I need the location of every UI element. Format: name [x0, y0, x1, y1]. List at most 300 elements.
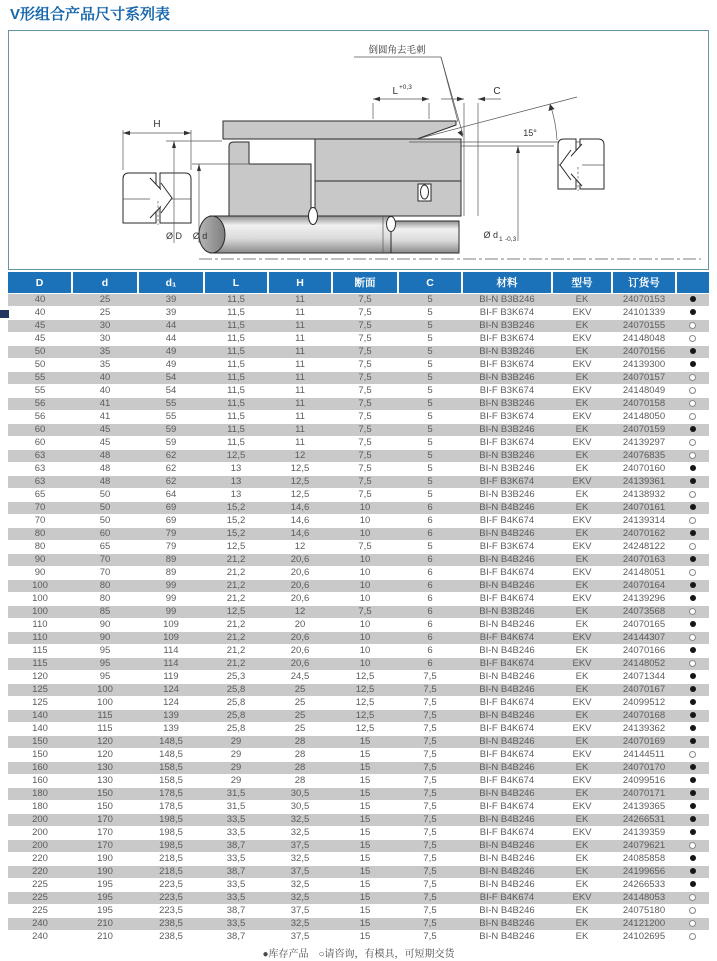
dim-label-L-tol: +0,3 — [399, 84, 412, 91]
cell-D: 90 — [8, 567, 72, 580]
cell-stock — [676, 645, 709, 658]
table-row — [8, 866, 709, 879]
table-row — [8, 918, 709, 931]
cell-L: 21,2 — [204, 593, 268, 606]
cell-stock — [676, 476, 709, 489]
cell-D: 56 — [8, 398, 72, 411]
cell-C: 7,5 — [398, 814, 462, 827]
cell-L: 11,5 — [204, 437, 268, 450]
cell-d1: 64 — [138, 489, 204, 502]
col-header-stock — [676, 272, 709, 294]
cell-d: 48 — [72, 463, 138, 476]
cell-xinghao: EK — [552, 684, 612, 697]
stock-dot-filled — [690, 361, 696, 367]
cell-xinghao: EKV — [552, 593, 612, 606]
cell-C: 5 — [398, 385, 462, 398]
cell-cailiao: BI-F B3K674 — [462, 411, 552, 424]
cell-cailiao: BI-F B3K674 — [462, 437, 552, 450]
cell-xinghao: EK — [552, 905, 612, 918]
cell-duanmian: 10 — [332, 645, 398, 658]
table-row — [8, 307, 709, 320]
cell-D: 70 — [8, 515, 72, 528]
table-row — [8, 515, 709, 528]
table-row — [8, 931, 709, 944]
cell-cailiao: BI-N B3B246 — [462, 320, 552, 333]
cell-C: 7,5 — [398, 918, 462, 931]
stock-dot-open — [689, 634, 696, 641]
cell-L: 11,5 — [204, 294, 268, 307]
cell-H: 30,5 — [268, 801, 332, 814]
cell-C: 5 — [398, 476, 462, 489]
cell-H: 32,5 — [268, 853, 332, 866]
col-header-dinghuohao: 订货号 — [612, 272, 676, 294]
cell-xinghao: EKV — [552, 333, 612, 346]
cell-stock — [676, 437, 709, 450]
cell-C: 6 — [398, 567, 462, 580]
cell-d1: 39 — [138, 307, 204, 320]
stock-dot-open — [689, 751, 696, 758]
cell-dinghuohao: 24073568 — [612, 606, 676, 619]
cell-xinghao: EK — [552, 346, 612, 359]
cell-H: 32,5 — [268, 814, 332, 827]
cell-C: 5 — [398, 359, 462, 372]
cell-L: 25,3 — [204, 671, 268, 684]
table-row — [8, 502, 709, 515]
cell-L: 25,8 — [204, 723, 268, 736]
cell-xinghao: EK — [552, 528, 612, 541]
cell-C: 6 — [398, 619, 462, 632]
table-row — [8, 905, 709, 918]
cell-dinghuohao: 24139296 — [612, 593, 676, 606]
stock-dot-open — [689, 842, 696, 849]
cell-d: 80 — [72, 593, 138, 606]
stock-dot-open — [689, 374, 696, 381]
cell-L: 29 — [204, 762, 268, 775]
cell-d1: 198,5 — [138, 814, 204, 827]
cell-d1: 139 — [138, 723, 204, 736]
cell-C: 6 — [398, 645, 462, 658]
stock-dot-filled — [690, 699, 696, 705]
cell-d: 41 — [72, 411, 138, 424]
cell-cailiao: BI-F B4K674 — [462, 749, 552, 762]
cell-dinghuohao: 24148049 — [612, 385, 676, 398]
cell-stock — [676, 866, 709, 879]
cell-duanmian: 10 — [332, 567, 398, 580]
cell-C: 6 — [398, 515, 462, 528]
stock-dot-open — [689, 413, 696, 420]
cell-C: 5 — [398, 333, 462, 346]
cell-H: 20,6 — [268, 645, 332, 658]
cell-d: 25 — [72, 307, 138, 320]
cell-d1: 238,5 — [138, 918, 204, 931]
cell-cailiao: BI-N B4B246 — [462, 619, 552, 632]
cell-d1: 49 — [138, 359, 204, 372]
cell-duanmian: 10 — [332, 632, 398, 645]
cell-H: 37,5 — [268, 840, 332, 853]
cell-xinghao: EKV — [552, 801, 612, 814]
cell-dinghuohao: 24099512 — [612, 697, 676, 710]
dim-diad1 — [461, 146, 554, 243]
cell-D: 200 — [8, 814, 72, 827]
cell-d: 80 — [72, 580, 138, 593]
stock-dot-filled — [690, 829, 696, 835]
cell-duanmian: 15 — [332, 918, 398, 931]
cell-xinghao: EK — [552, 502, 612, 515]
cell-d: 48 — [72, 476, 138, 489]
cell-D: 80 — [8, 541, 72, 554]
cell-duanmian: 10 — [332, 593, 398, 606]
cell-cailiao: BI-N B4B246 — [462, 840, 552, 853]
stock-dot-open — [689, 335, 696, 342]
cell-cailiao: BI-N B4B246 — [462, 554, 552, 567]
cell-stock — [676, 294, 709, 307]
dim-label-diad: Ø d — [192, 231, 208, 241]
cell-d: 150 — [72, 801, 138, 814]
cell-stock — [676, 502, 709, 515]
cell-cailiao: BI-N B3B246 — [462, 606, 552, 619]
cell-stock — [676, 411, 709, 424]
cell-xinghao: EK — [552, 671, 612, 684]
cell-dinghuohao: 24070167 — [612, 684, 676, 697]
cell-d1: 62 — [138, 463, 204, 476]
cell-L: 13 — [204, 489, 268, 502]
stock-dot-filled — [690, 621, 696, 627]
cell-D: 40 — [8, 307, 72, 320]
cell-xinghao: EK — [552, 853, 612, 866]
cell-xinghao: EKV — [552, 437, 612, 450]
cell-xinghao: EK — [552, 463, 612, 476]
cell-xinghao: EKV — [552, 723, 612, 736]
cell-d: 170 — [72, 814, 138, 827]
cell-d1: 148,5 — [138, 736, 204, 749]
stock-dot-filled — [690, 309, 696, 315]
cell-L: 29 — [204, 749, 268, 762]
cell-C: 6 — [398, 554, 462, 567]
cell-d1: 54 — [138, 385, 204, 398]
cell-stock — [676, 398, 709, 411]
cell-H: 20,6 — [268, 632, 332, 645]
cell-d: 60 — [72, 528, 138, 541]
cell-cailiao: BI-N B4B246 — [462, 814, 552, 827]
cell-L: 11,5 — [204, 411, 268, 424]
cell-H: 32,5 — [268, 892, 332, 905]
col-header-C: C — [398, 272, 462, 294]
cell-L: 33,5 — [204, 853, 268, 866]
table-row — [8, 671, 709, 684]
legend-footnote: ●库存产品 ○请咨询，有模具，可短期交货 — [262, 949, 455, 960]
cell-L: 21,2 — [204, 645, 268, 658]
cell-d1: 39 — [138, 294, 204, 307]
cell-d: 35 — [72, 359, 138, 372]
cell-H: 11 — [268, 333, 332, 346]
table-row — [8, 359, 709, 372]
cell-C: 6 — [398, 528, 462, 541]
cell-d1: 89 — [138, 567, 204, 580]
cell-d: 50 — [72, 489, 138, 502]
table-row — [8, 450, 709, 463]
cell-dinghuohao: 24199656 — [612, 866, 676, 879]
table-row — [8, 775, 709, 788]
cell-L: 29 — [204, 775, 268, 788]
table-row — [8, 619, 709, 632]
cell-d: 48 — [72, 450, 138, 463]
cell-d: 170 — [72, 840, 138, 853]
col-header-D: D — [8, 272, 72, 294]
cell-C: 5 — [398, 437, 462, 450]
cell-D: 115 — [8, 658, 72, 671]
cell-dinghuohao: 24070164 — [612, 580, 676, 593]
housing-blocks — [229, 139, 461, 216]
cell-C: 5 — [398, 398, 462, 411]
cell-dinghuohao: 24148050 — [612, 411, 676, 424]
cell-d1: 55 — [138, 398, 204, 411]
cell-stock — [676, 931, 709, 944]
cell-d: 120 — [72, 736, 138, 749]
seal-cross-section-right — [558, 139, 604, 191]
cell-stock — [676, 684, 709, 697]
cell-xinghao: EKV — [552, 307, 612, 320]
cell-L: 12,5 — [204, 606, 268, 619]
cell-C: 6 — [398, 658, 462, 671]
cell-duanmian: 15 — [332, 801, 398, 814]
cell-C: 7,5 — [398, 801, 462, 814]
dim-label-d1-sub: 1 — [499, 236, 503, 243]
cell-D: 140 — [8, 710, 72, 723]
cell-D: 240 — [8, 918, 72, 931]
cell-L: 29 — [204, 736, 268, 749]
cell-duanmian: 15 — [332, 853, 398, 866]
cell-L: 38,7 — [204, 866, 268, 879]
cell-duanmian: 15 — [332, 879, 398, 892]
cell-D: 225 — [8, 905, 72, 918]
cell-duanmian: 7,5 — [332, 333, 398, 346]
table-row — [8, 762, 709, 775]
cell-d: 95 — [72, 671, 138, 684]
cell-cailiao: BI-N B4B246 — [462, 645, 552, 658]
col-header-d: d — [72, 272, 138, 294]
col-header-xinghao: 型号 — [552, 272, 612, 294]
table-row — [8, 658, 709, 671]
cell-H: 20 — [268, 619, 332, 632]
cell-stock — [676, 333, 709, 346]
cell-H: 11 — [268, 294, 332, 307]
cell-stock — [676, 762, 709, 775]
cell-H: 25 — [268, 723, 332, 736]
cell-d: 70 — [72, 567, 138, 580]
cell-L: 38,7 — [204, 905, 268, 918]
cell-C: 6 — [398, 580, 462, 593]
cell-C: 7,5 — [398, 671, 462, 684]
stock-dot-filled — [690, 686, 696, 692]
table-row — [8, 697, 709, 710]
cell-D: 70 — [8, 502, 72, 515]
cell-D: 63 — [8, 463, 72, 476]
dim-H — [123, 119, 191, 170]
cell-stock — [676, 619, 709, 632]
cell-D: 180 — [8, 788, 72, 801]
cell-duanmian: 7,5 — [332, 437, 398, 450]
cell-dinghuohao: 24144511 — [612, 749, 676, 762]
cell-stock — [676, 827, 709, 840]
cell-xinghao: EK — [552, 645, 612, 658]
cell-D: 56 — [8, 411, 72, 424]
cell-C: 6 — [398, 606, 462, 619]
stock-dot-filled — [690, 725, 696, 731]
table-row — [8, 567, 709, 580]
cell-H: 11 — [268, 385, 332, 398]
cell-H: 12,5 — [268, 463, 332, 476]
cell-d: 195 — [72, 892, 138, 905]
table-row — [8, 840, 709, 853]
cell-duanmian: 15 — [332, 827, 398, 840]
cell-stock — [676, 450, 709, 463]
cell-C: 5 — [398, 450, 462, 463]
stock-dot-filled — [690, 348, 696, 354]
cell-dinghuohao: 24070161 — [612, 502, 676, 515]
stock-dot-open — [689, 491, 696, 498]
cell-D: 225 — [8, 879, 72, 892]
cell-D: 100 — [8, 580, 72, 593]
cell-dinghuohao: 24070163 — [612, 554, 676, 567]
table-row — [8, 476, 709, 489]
cell-dinghuohao: 24144307 — [612, 632, 676, 645]
cell-H: 11 — [268, 372, 332, 385]
cell-d1: 99 — [138, 606, 204, 619]
cell-xinghao: EK — [552, 489, 612, 502]
technical-drawing — [8, 30, 709, 270]
cell-L: 25,8 — [204, 710, 268, 723]
deburr-label: 倒圆角去毛刺 — [368, 45, 426, 56]
cell-cailiao: BI-F B4K674 — [462, 632, 552, 645]
cell-dinghuohao: 24070155 — [612, 320, 676, 333]
cell-D: 45 — [8, 333, 72, 346]
dim-label-C: C — [493, 86, 501, 97]
cell-xinghao: EKV — [552, 892, 612, 905]
cell-d1: 79 — [138, 541, 204, 554]
stock-dot-open — [689, 569, 696, 576]
cell-dinghuohao: 24075180 — [612, 905, 676, 918]
cell-d: 25 — [72, 294, 138, 307]
stock-dot-open — [689, 400, 696, 407]
page-margin-mark — [0, 310, 9, 318]
cell-duanmian: 7,5 — [332, 424, 398, 437]
cell-d1: 218,5 — [138, 853, 204, 866]
stock-dot-open — [689, 543, 696, 550]
cell-d: 115 — [72, 723, 138, 736]
stock-dot-filled — [690, 777, 696, 783]
cell-dinghuohao: 24139300 — [612, 359, 676, 372]
cell-dinghuohao: 24266531 — [612, 814, 676, 827]
cell-D: 220 — [8, 853, 72, 866]
cell-d1: 109 — [138, 619, 204, 632]
cell-D: 160 — [8, 762, 72, 775]
cell-dinghuohao: 24070162 — [612, 528, 676, 541]
cell-duanmian: 7,5 — [332, 450, 398, 463]
cell-H: 12,5 — [268, 489, 332, 502]
stock-dot-open — [689, 907, 696, 914]
cell-stock — [676, 879, 709, 892]
cell-duanmian: 7,5 — [332, 398, 398, 411]
cell-duanmian: 10 — [332, 502, 398, 515]
cell-dinghuohao: 24138932 — [612, 489, 676, 502]
cell-C: 5 — [398, 346, 462, 359]
stock-dot-filled — [690, 595, 696, 601]
cell-xinghao: EKV — [552, 515, 612, 528]
cell-duanmian: 10 — [332, 580, 398, 593]
cell-d: 100 — [72, 697, 138, 710]
cell-xinghao: EKV — [552, 359, 612, 372]
cell-d1: 109 — [138, 632, 204, 645]
cell-cailiao: BI-N B3B246 — [462, 489, 552, 502]
cell-d1: 62 — [138, 476, 204, 489]
cell-duanmian: 12,5 — [332, 684, 398, 697]
cell-d: 120 — [72, 749, 138, 762]
cell-L: 21,2 — [204, 554, 268, 567]
col-header-d1: d₁ — [138, 272, 204, 294]
stock-dot-filled — [690, 478, 696, 484]
cell-D: 63 — [8, 476, 72, 489]
cell-C: 7,5 — [398, 697, 462, 710]
cell-d: 190 — [72, 853, 138, 866]
cell-d1: 62 — [138, 450, 204, 463]
cell-L: 21,2 — [204, 632, 268, 645]
seal-installation-drawing — [9, 31, 708, 269]
stock-dot-open — [689, 387, 696, 394]
cell-L: 11,5 — [204, 359, 268, 372]
cell-dinghuohao: 24070158 — [612, 398, 676, 411]
cell-stock — [676, 593, 709, 606]
cell-xinghao: EKV — [552, 697, 612, 710]
cell-D: 180 — [8, 801, 72, 814]
cell-L: 11,5 — [204, 424, 268, 437]
cell-H: 20,6 — [268, 580, 332, 593]
cell-D: 100 — [8, 606, 72, 619]
cell-cailiao: BI-N B4B246 — [462, 671, 552, 684]
stock-dot-filled — [690, 426, 696, 432]
cell-xinghao: EK — [552, 840, 612, 853]
cell-L: 21,2 — [204, 567, 268, 580]
cell-C: 7,5 — [398, 827, 462, 840]
cell-xinghao: EK — [552, 879, 612, 892]
cell-xinghao: EKV — [552, 385, 612, 398]
page-title: V形组合产品尺寸系列表 — [10, 6, 171, 23]
table-row — [8, 463, 709, 476]
cell-D: 150 — [8, 749, 72, 762]
cell-stock — [676, 840, 709, 853]
cell-dinghuohao: 24070171 — [612, 788, 676, 801]
table-row — [8, 541, 709, 554]
dim-label-d1-tol: -0,3 — [505, 236, 517, 243]
cell-stock — [676, 892, 709, 905]
cell-d1: 218,5 — [138, 866, 204, 879]
cell-dinghuohao: 24248122 — [612, 541, 676, 554]
cell-H: 12 — [268, 450, 332, 463]
cell-D: 200 — [8, 827, 72, 840]
cell-L: 38,7 — [204, 931, 268, 944]
cell-duanmian: 15 — [332, 775, 398, 788]
cell-H: 37,5 — [268, 866, 332, 879]
cell-d: 50 — [72, 502, 138, 515]
cell-d: 90 — [72, 632, 138, 645]
cell-stock — [676, 853, 709, 866]
cell-L: 33,5 — [204, 918, 268, 931]
cell-duanmian: 7,5 — [332, 541, 398, 554]
table-row — [8, 606, 709, 619]
cell-L: 11,5 — [204, 385, 268, 398]
cell-cailiao: BI-N B4B246 — [462, 853, 552, 866]
cell-d: 195 — [72, 905, 138, 918]
cell-C: 7,5 — [398, 723, 462, 736]
